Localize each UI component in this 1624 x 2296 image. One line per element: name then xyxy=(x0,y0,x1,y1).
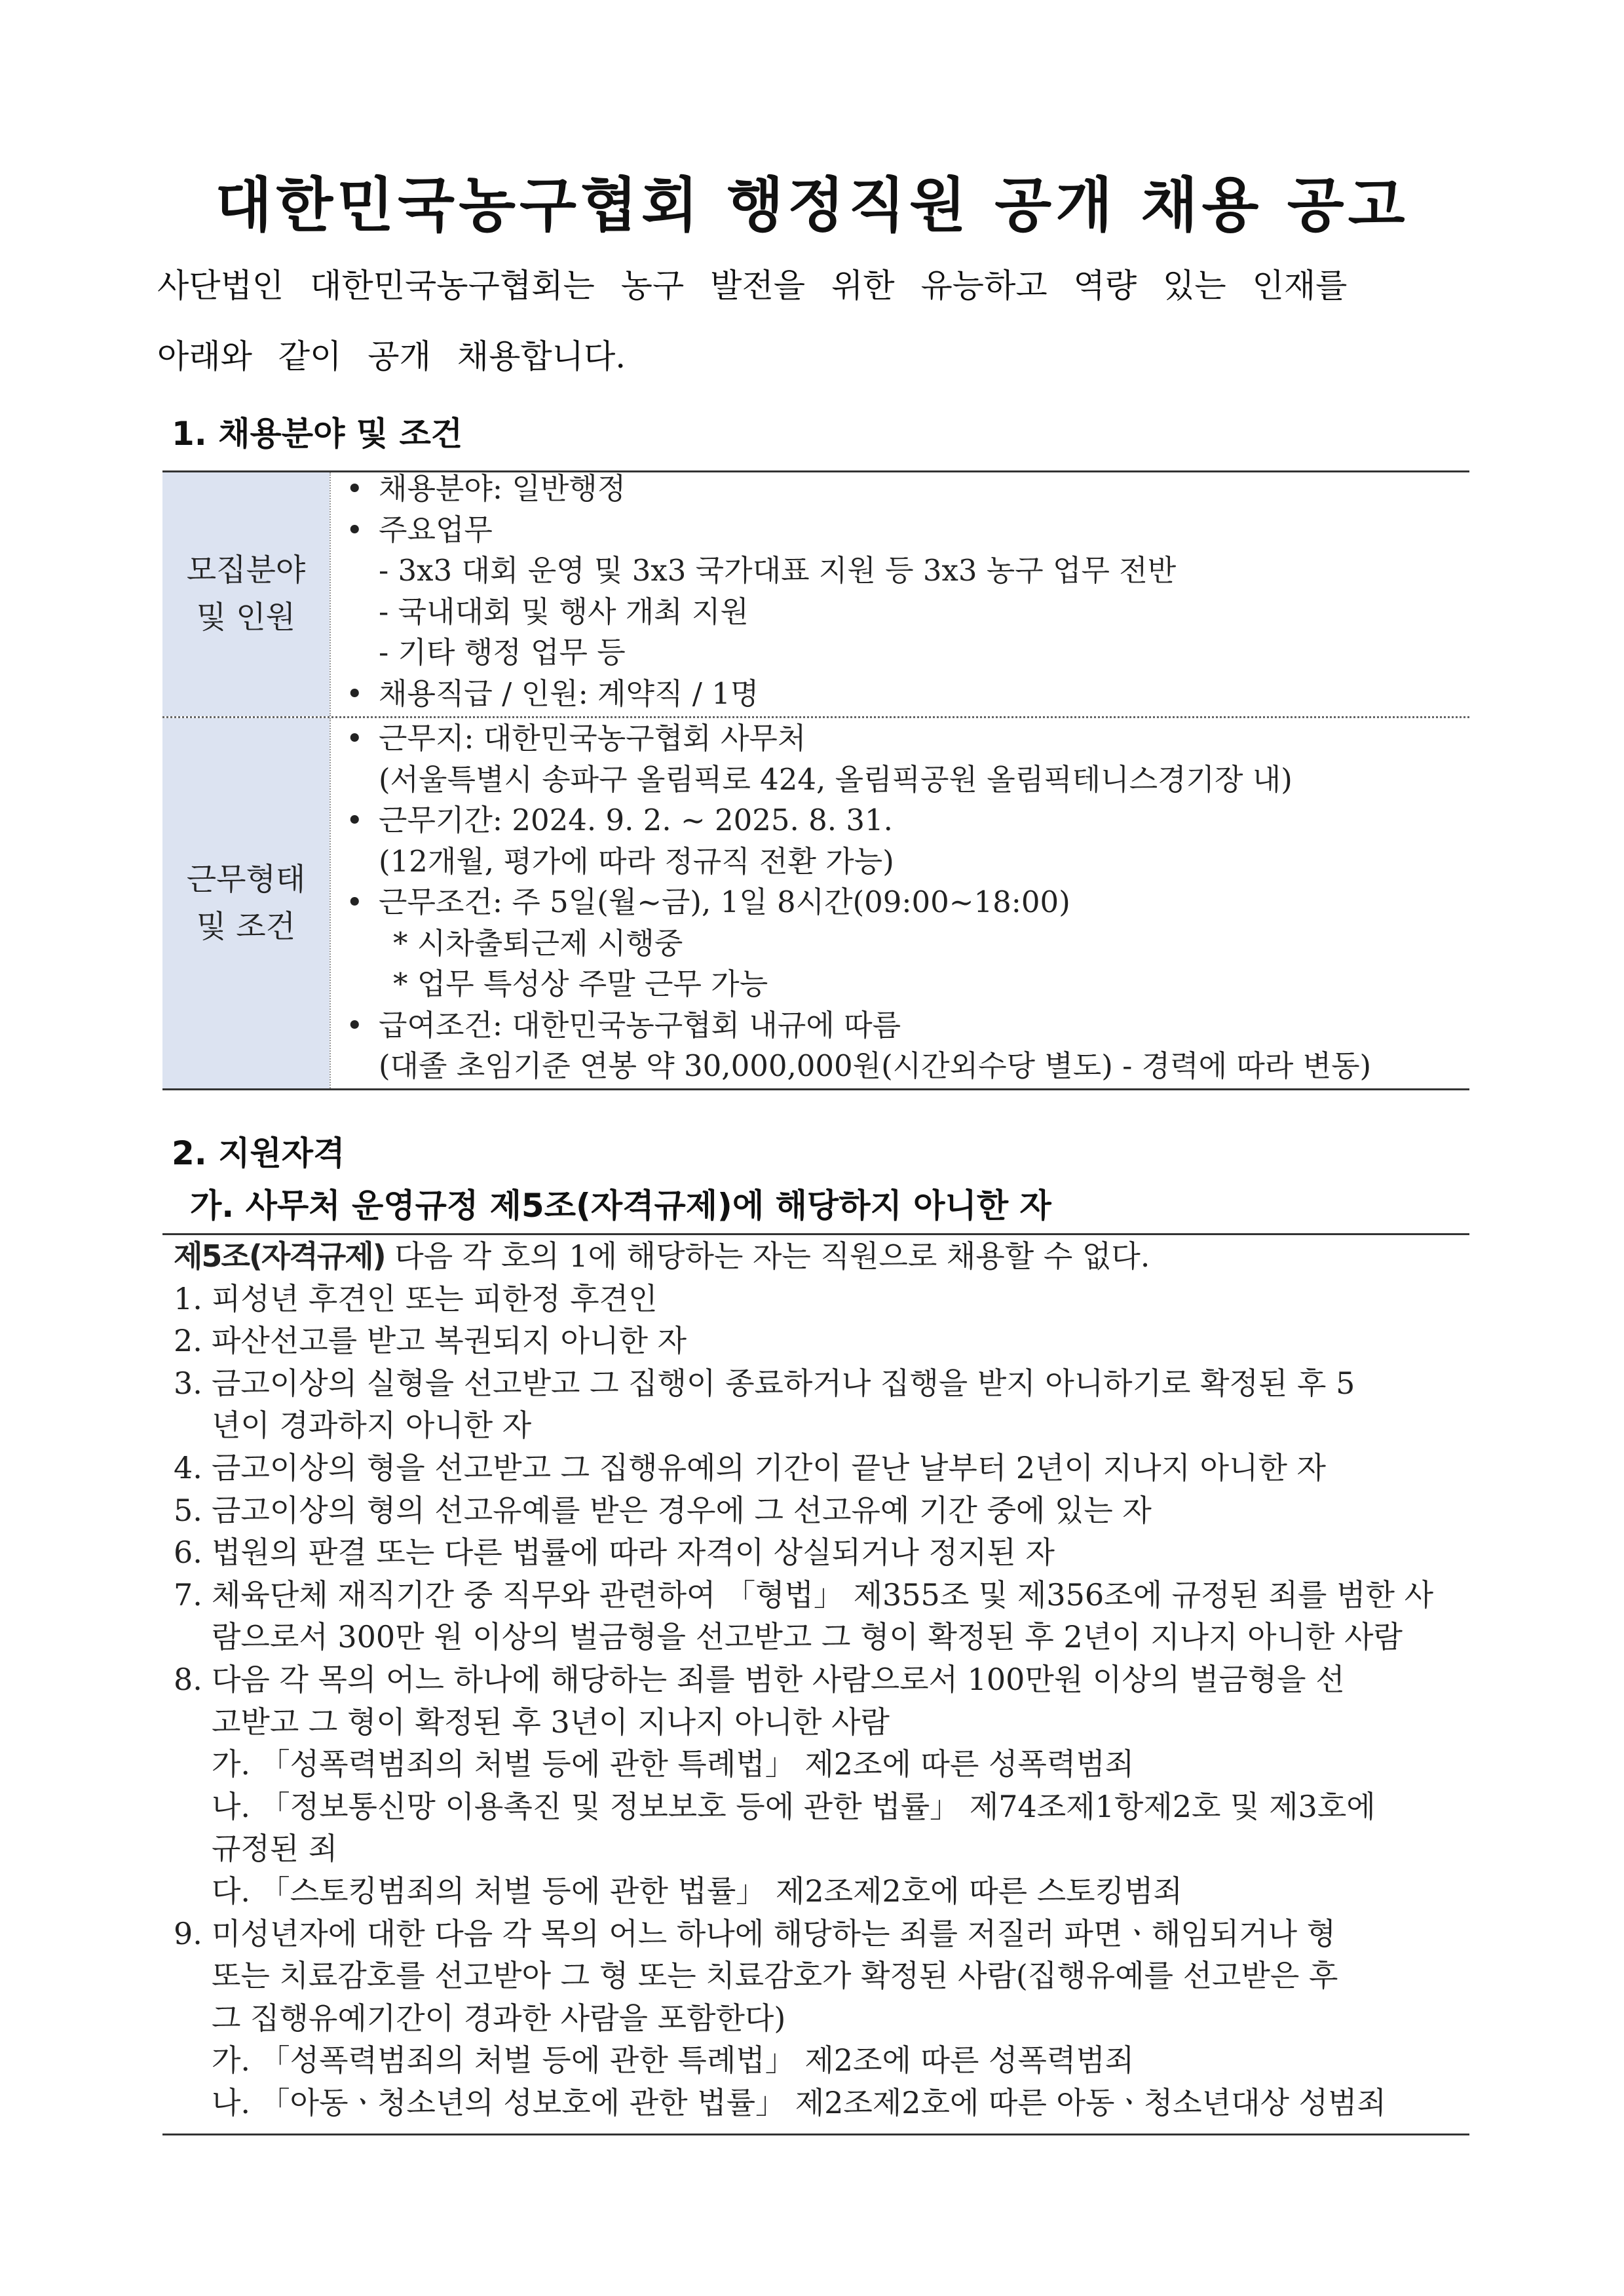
list-item xyxy=(174,1320,1464,1362)
list-subitem: 나. 「정보통신망 이용촉진 및 정보보호 등에 관한 법률」 제74조제1항제2호 및 제3호에 xyxy=(212,1788,1376,1824)
list-item-text: 파산선고를 받고 복권되지 아니한 자 xyxy=(212,1323,687,1359)
list-item-number: 5. xyxy=(174,1492,202,1528)
list-item-text: 금고이상의 형의 선고유예를 받은 경우에 그 선고유예 기간 중에 있는 자 xyxy=(212,1492,1152,1528)
table-line xyxy=(346,882,1460,923)
list-item xyxy=(174,1489,1464,1532)
table-label-cell xyxy=(162,472,330,716)
table-line xyxy=(346,800,1460,841)
table-label-text: 근무형태 xyxy=(186,861,306,898)
table-line-text: - 국내대회 및 행사 개최 지원 xyxy=(379,594,749,629)
list-item-text: 체육단체 재직기간 중 직무와 관련하여 「형법」 제355조 및 제356조에 규정된 죄를 범한 사 xyxy=(212,1577,1434,1613)
table-line-text: (서울특별시 송파구 올림픽로 424, 올림픽공원 올림픽테니스경기장 내) xyxy=(379,761,1293,797)
list-item-continuation: 년이 경과하지 아니한 자 xyxy=(212,1407,532,1444)
table-line xyxy=(346,964,1460,1005)
list-subitem: 나. 「아동ㆍ청소년의 성보호에 관한 법률」 제2조제2호에 따른 아동ㆍ청소년대상 성범죄 xyxy=(212,2084,1386,2120)
table-line-text: * 업무 특성상 주말 근무 가능 xyxy=(393,966,768,1001)
section-heading-2: 2. 지원자격 xyxy=(172,1134,345,1172)
bullet-icon: • xyxy=(346,803,364,837)
table-bottom-border xyxy=(162,1088,1469,1090)
column-divider xyxy=(330,472,331,716)
table-content-cell xyxy=(346,469,1460,714)
table-line-text: 주요업무 xyxy=(379,512,493,547)
list-item-text: 법원의 판결 또는 다른 법률에 따라 자격이 상실되거나 정지된 자 xyxy=(212,1535,1055,1571)
table-line xyxy=(346,923,1460,965)
table-line xyxy=(346,632,1460,674)
list-item-number: 4. xyxy=(174,1449,202,1485)
table-line-text: (대졸 초임기준 연봉 약 30,000,000원(시간외수당 별도) - 경력에 따라 변동) xyxy=(379,1048,1372,1083)
list-item-text: 미성년자에 대한 다음 각 목의 어느 하나에 해당하는 죄를 저질러 파면ㆍ해임되거나 형 xyxy=(212,1915,1336,1951)
table-line xyxy=(346,759,1460,801)
table-line-text: 근무조건: 주 5일(월~금), 1일 8시간(09:00~18:00) xyxy=(379,885,1070,919)
table-line-text: 채용직급 / 인원: 계약직 / 1명 xyxy=(379,676,759,711)
table-line xyxy=(346,718,1460,759)
table-line xyxy=(346,592,1460,633)
list-item-number: 7. xyxy=(174,1577,202,1613)
page-title: 대한민국농구협회 행정직원 공개 채용 공고 xyxy=(215,171,1409,240)
list-item xyxy=(174,1362,1464,1405)
intro-line: 사단법인 대한민국농구협회는 농구 발전을 위한 유능하고 역량 있는 인재를 xyxy=(157,267,1348,305)
list-item-number: 3. xyxy=(174,1365,202,1401)
intro-paragraph xyxy=(157,250,1474,392)
list-item-number: 9. xyxy=(174,1915,202,1951)
table-line-text: 근무기간: 2024. 9. 2. ~ 2025. 8. 31. xyxy=(379,803,893,837)
bullet-icon: • xyxy=(346,1007,364,1043)
list-item-number: 2. xyxy=(174,1323,202,1359)
table-line-text: - 기타 행정 업무 등 xyxy=(379,635,626,670)
table-label-cell xyxy=(162,718,330,1088)
article-header xyxy=(174,1235,1464,1278)
list-subitem: 가. 「성폭력범죄의 처벌 등에 관한 특례법」 제2조에 따른 성폭력범죄 xyxy=(212,1746,1135,1782)
table-line xyxy=(346,510,1460,551)
table-line-text: 근무지: 대한민국농구협회 사무처 xyxy=(379,721,806,756)
table-content-cell xyxy=(346,718,1460,1087)
list-item-continuation: 그 집행유예기간이 경과한 사람을 포함한다) xyxy=(212,2000,786,2036)
bullet-icon: • xyxy=(346,721,364,756)
list-item-number: 6. xyxy=(174,1535,202,1571)
list-subitem-continuation: 규정된 죄 xyxy=(212,1831,338,1867)
list-subitem: 가. 「성폭력범죄의 처벌 등에 관한 특례법」 제2조에 따른 성폭력범죄 xyxy=(212,2042,1135,2078)
list-item xyxy=(174,1574,1464,1617)
table-line-text: 채용분야: 일반행정 xyxy=(379,471,626,506)
list-item xyxy=(174,1278,1464,1320)
list-item xyxy=(174,1658,1464,1701)
table-line xyxy=(346,469,1460,510)
table-label-text: 및 인원 xyxy=(196,600,296,636)
list-subitem: 다. 「스토킹범죄의 처벌 등에 관한 법률」 제2조제2호에 따른 스토킹범죄 xyxy=(212,1873,1182,1909)
intro-line: 아래와 같이 공개 채용합니다. xyxy=(157,337,626,375)
list-item-continuation: 고받고 그 형이 확정된 후 3년이 지나지 아니한 사람 xyxy=(212,1704,890,1740)
list-item xyxy=(174,1531,1464,1574)
bullet-icon: • xyxy=(346,676,364,711)
section-subheading: 가. 사무처 운영규정 제5조(자격규제)에 해당하지 아니한 자 xyxy=(190,1187,1051,1225)
list-item-number: 8. xyxy=(174,1661,202,1697)
list-item xyxy=(174,1913,1464,1955)
list-item-continuation: 람으로서 300만 원 이상의 벌금형을 선고받고 그 형이 확정된 후 2년이 지나지 아니한 사람 xyxy=(212,1619,1403,1655)
bullet-icon: • xyxy=(346,885,364,919)
table-line-text: * 시차출퇴근제 시행중 xyxy=(393,925,683,961)
list-item xyxy=(174,1447,1464,1489)
rules-bottom-border xyxy=(162,2133,1469,2135)
article-intro: 다음 각 호의 1에 해당하는 자는 직원으로 채용할 수 없다. xyxy=(394,1238,1150,1274)
list-item-number: 1. xyxy=(174,1280,202,1316)
table-label-text: 및 조건 xyxy=(196,908,296,945)
list-item-continuation: 또는 치료감호를 선고받아 그 형 또는 치료감호가 확정된 사람(집행유예를 선고받은 후 xyxy=(212,1958,1338,1994)
list-item-text: 다음 각 목의 어느 하나에 해당하는 죄를 범한 사람으로서 100만원 이상의 벌금형을 선 xyxy=(212,1661,1345,1697)
table-line-text: (12개월, 평가에 따라 정규직 전환 가능) xyxy=(379,843,894,879)
table-line-text: 급여조건: 대한민국농구협회 내규에 따름 xyxy=(379,1007,901,1043)
table-line-text: - 3x3 대회 운영 및 3x3 국가대표 지원 등 3x3 농구 업무 전반 xyxy=(379,553,1177,588)
column-divider xyxy=(330,718,331,1088)
article-title: 제5조(자격규제) xyxy=(174,1238,385,1274)
table-line xyxy=(346,841,1460,883)
list-item-text: 금고이상의 실형을 선고받고 그 집행이 종료하거나 집행을 받지 아니하기로 확정된 후 5 xyxy=(212,1365,1355,1401)
table-line xyxy=(346,674,1460,715)
table-line xyxy=(346,1005,1460,1046)
section-heading-1: 1. 채용분야 및 조건 xyxy=(172,415,463,453)
list-item-text: 금고이상의 형을 선고받고 그 집행유예의 기간이 끝난 날부터 2년이 지나지 아니한 자 xyxy=(212,1449,1326,1485)
bullet-icon: • xyxy=(346,512,364,547)
bullet-icon: • xyxy=(346,471,364,506)
article-box xyxy=(174,1235,1464,2124)
table-line xyxy=(346,550,1460,592)
table-line xyxy=(346,1046,1460,1087)
table-label-text: 모집분야 xyxy=(186,552,306,588)
list-item-text: 피성년 후견인 또는 피한정 후견인 xyxy=(212,1280,658,1316)
